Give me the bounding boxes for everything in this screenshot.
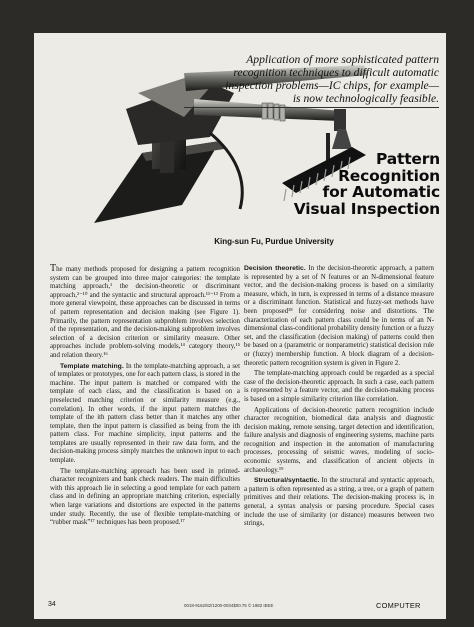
decision-paragraph [244, 265, 434, 368]
title-line: Recognition [338, 166, 440, 185]
left-column [50, 265, 240, 530]
section-heading-structural: Structural/syntactic. [254, 477, 320, 485]
deck-line: recognition techniques to difficult automatic [233, 66, 439, 79]
article-page [34, 33, 446, 619]
section-heading-decision: Decision theoretic. [244, 265, 306, 272]
structural-paragraph [244, 477, 434, 529]
template-paragraph [50, 363, 240, 466]
section-heading-template: Template matching. [60, 362, 124, 370]
deck-rule [184, 107, 439, 108]
decision-text: In the decision-theoretic approach, a pattern is represented by a set of N features or an N-dimensional feature vector, and the decision-making process is based on a similarity measure, which, in turn, is expressed in terms of a distance measure or a discriminant function. Statistical and fuzzy-set methods have been proposed¹⁸ for considering noise and distortions. The characterization of each pattern class could be in terms of an N-dimensional class-conditional probability density function or a fuzzy set, and the classification (decision making) of patterns could then be based on a (parametric or nonparametric) statistical decision rule or (fuzzy) membership function. A block diagram of a decision-theoretic pattern recognition system is given in Figure 2. [244, 265, 435, 367]
title-line: Visual Inspection [293, 199, 440, 218]
hero-photo [34, 33, 446, 233]
article-deck [184, 53, 439, 105]
deck-line: is now technologically feasible. [292, 92, 439, 105]
template-paragraph-2: The template-matching approach has been used in printed-character recognizers and bank check readers. The main difficulties with this approach lie in selecting a good template for each pattern class and in defining an appropriate matching criterion, especially when large variations and distortions are expected in the patterns under study. Recently, the use of flexible template-matching or “rubber mask”¹⁷ techniques has been proposed.¹⁷ [50, 467, 240, 527]
article-title [244, 151, 440, 217]
page-number: 34 [48, 601, 56, 608]
right-column [244, 265, 434, 531]
intro-paragraph [50, 265, 240, 361]
title-line: for Automatic [322, 183, 440, 201]
template-text: In the template-matching approach, a set of templates or prototypes, one for each pattern class, is stored in the machine. The input pattern is matched or compared with the template of each class, and the classification is based on a preselected matching criterion or similarity measure (e.g., correlation). In other words, if the input pattern matches the template of the ith pattern class better than it matches any other template, then the input pattern is classified as being from the ith pattern class. For machine simplicity, input patterns and the templates are usually represented in their raw data form, and the decision-making process simply matches the unknown input to each template. [50, 362, 240, 465]
deck-line: inspection problems—IC chips, for example— [225, 79, 439, 92]
magazine-name: COMPUTER [376, 601, 421, 610]
decision-paragraph-2: The template-matching approach could be regarded as a special case of the decision-theoretic approach. In such a case, each pattern is represented by a feature vector, and the decision-making process is based on a simple similarity criterion like correlation. [244, 370, 434, 403]
title-line: Pattern [375, 150, 440, 168]
deck-line: Application of more sophisticated pattern [246, 53, 439, 66]
drop-cap: T [50, 263, 57, 274]
author-byline: King-sun Fu, Purdue University [214, 237, 334, 246]
copyright-code: 0018-9162/82/1200-0034$00.75 © 1982 IEEE [184, 603, 274, 608]
intro-text: he many methods proposed for designing a pattern recognition system can be grouped into three major categories: the template matching approach,¹ the decision-theoretic or discriminant approach,²⁻¹⁰ and the syntactic and structural approach.¹¹⁻¹³ From a more general viewpoint, these approaches can be discussed in terms of pattern representation and decision making (see Figure 1). Primarily, the pattern representation subproblem involves selection of the representation, and the decision-making subproblem involves selection of a decision criterion or similarity measure. Other approaches include problem-solving models,¹⁴ category theory,¹⁵ and relation theory.¹⁶ [50, 266, 240, 359]
structural-text: In the structural and syntactic approach, a pattern is often represented as a string, a tree, or a graph of pattern primitives and their relations. The decision-making process is, in general, a syntax analysis or parsing procedure. Special cases include the use of similarity (or distance) measures between two strings, [244, 477, 434, 528]
decision-paragraph-3: Applications of decision-theoretic pattern recognition include character recognition, biomedical data analysis and diagnostic decision making, remote sensing, target detection and identification, failure analysis and diagnosis of engineering systems, machine parts recognition and inspection in the automation of manufacturing processes, processing of seismic waves, modeling of socio-economic systems, and classification of ancient objects in archaeology.¹⁹ [244, 406, 434, 474]
